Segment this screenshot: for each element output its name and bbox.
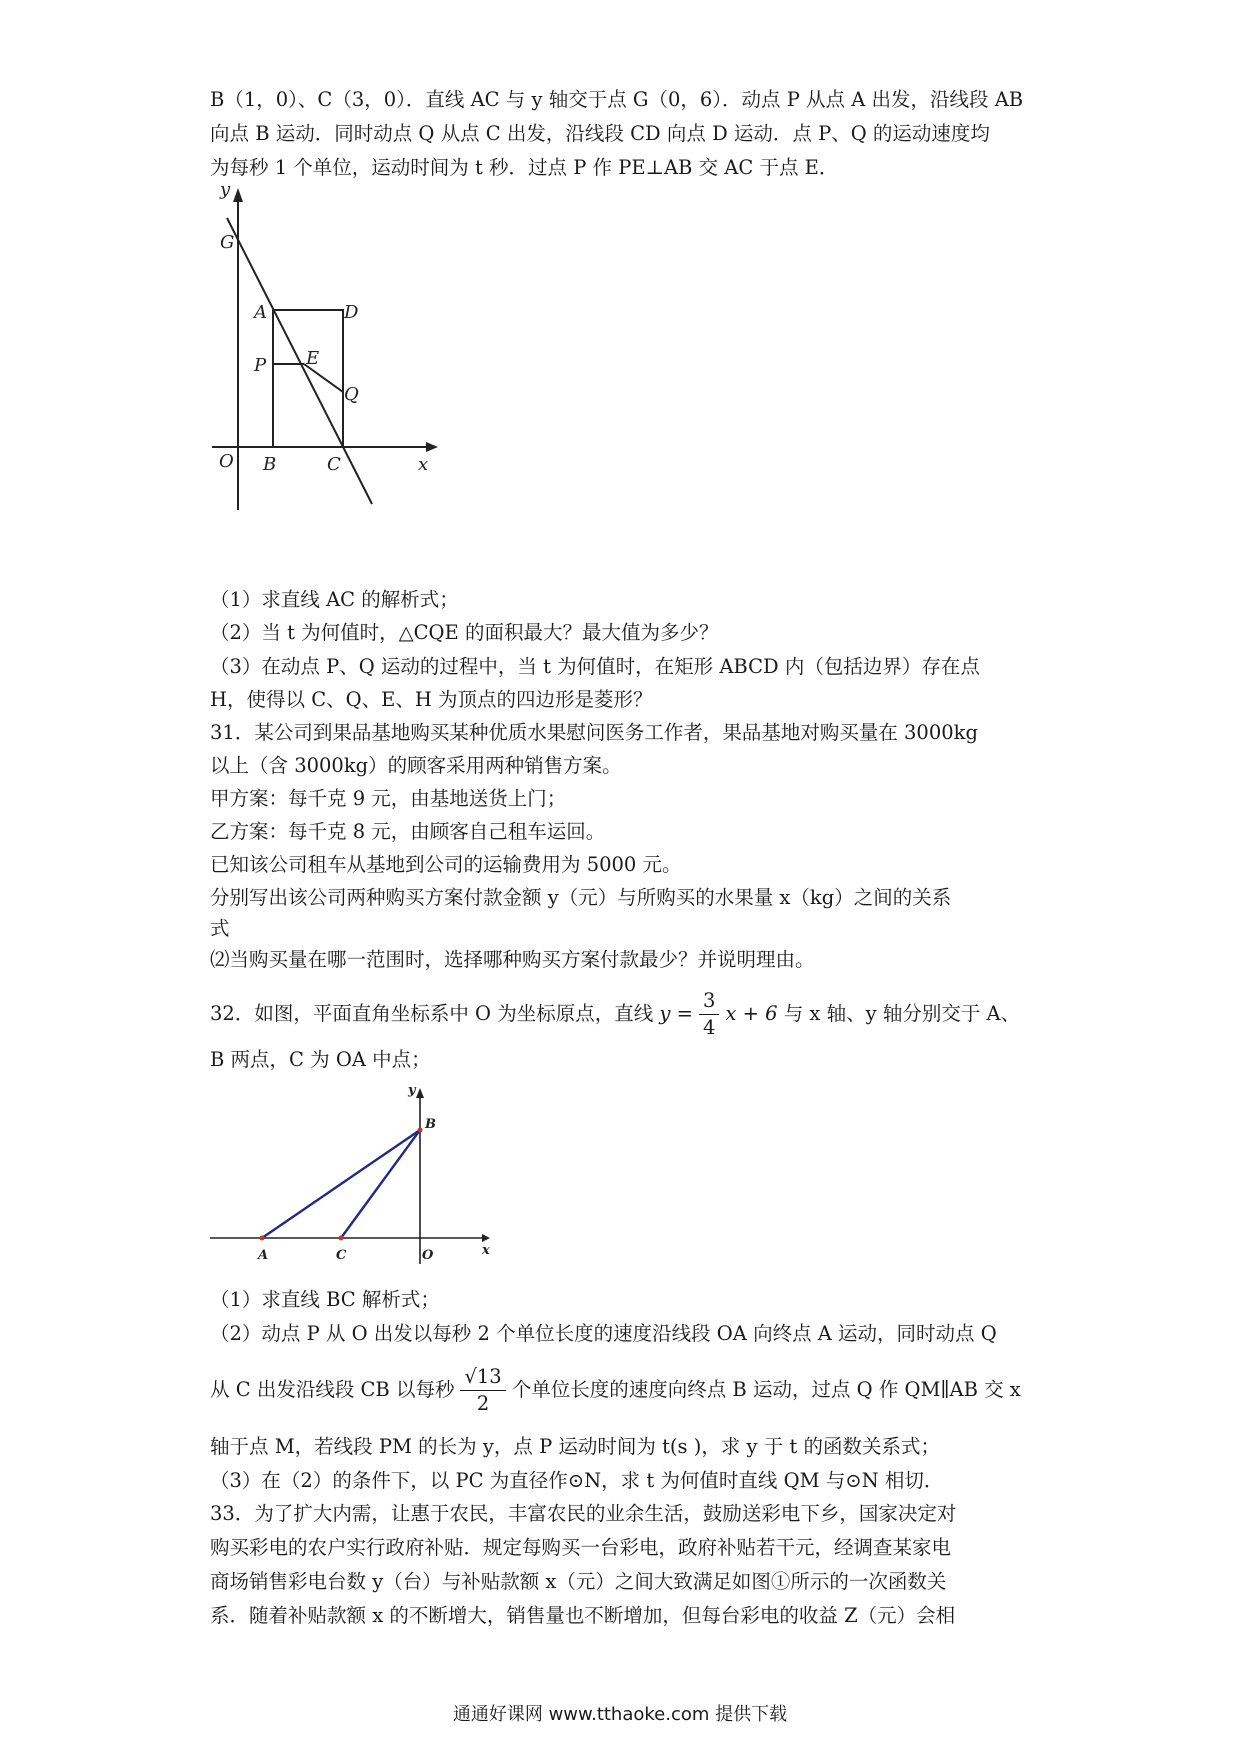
- q31-part2: ⑵当购买量在哪一范围时，选择哪种购买方案付款最少？并说明理由。: [210, 948, 815, 971]
- label-b: B: [425, 1117, 436, 1132]
- point-c: [339, 1236, 344, 1241]
- point-a: [260, 1236, 265, 1241]
- q32-line2: B 两点，C 为 OA 中点；: [210, 1048, 431, 1071]
- q33-line1: 33．为了扩大内需，让惠于农民，丰富农民的业余生活，鼓励送彩电下乡，国家决定对: [210, 1502, 957, 1525]
- q31-transport-cost: 已知该公司租车从基地到公司的运输费用为 5000 元。: [210, 853, 682, 876]
- problem30-text-line1: B（1，0）、C（3，0）．直线 AC 与 y 轴交于点 G（0，6）．动点 P 从点 A 出发，沿线段 AB: [210, 88, 1024, 111]
- q32-part2-line2-pre: 从 C 出发沿线段 CB 以每秒: [210, 1378, 455, 1401]
- label-p: P: [254, 355, 267, 376]
- label-b: B: [263, 454, 277, 475]
- line-ac: [227, 218, 372, 504]
- q32-eq-x: x + 6: [725, 1002, 778, 1025]
- q32-speed-numerator: √13: [460, 1364, 505, 1391]
- q32-line1: [210, 984, 1040, 1044]
- q32-speed-fraction: [460, 1364, 505, 1417]
- label-a: A: [258, 1248, 269, 1263]
- q32-eq-y: y =: [659, 1002, 693, 1025]
- q32-part2-line1: （2）动点 P 从 O 出发以每秒 2 个单位长度的速度沿线段 OA 向终点 A 运动，同时动点 Q: [210, 1322, 997, 1345]
- q33-line2: 购买彩电的农户实行政府补贴．规定每购买一台彩电，政府补贴若干元，经调查某家电: [210, 1536, 952, 1559]
- q32-part2-line3: 轴于点 M，若线段 PM 的长为 y，点 P 运动时间为 t(s )，求 y 于 t 的函数关系式；: [210, 1435, 940, 1458]
- q33-line3: 商场销售彩电台数 y（台）与补贴款额 x（元）之间大致满足如图①所示的一次函数关: [210, 1570, 947, 1593]
- label-y: y: [408, 1083, 416, 1098]
- q30-part3-line1: （3）在动点 P、Q 运动的过程中，当 t 为何值时，在矩形 ABCD 内（包括边界）存在点: [210, 655, 980, 678]
- label-a: A: [254, 302, 267, 323]
- q30-part2: （2）当 t 为何值时，△CQE 的面积最大？最大值为多少？: [210, 621, 719, 644]
- q30-part1: （1）求直线 AC 的解析式；: [210, 588, 459, 611]
- q32-fraction: [699, 988, 719, 1041]
- label-g: G: [220, 232, 235, 253]
- label-o: O: [219, 451, 234, 472]
- label-c: C: [327, 454, 341, 475]
- segment-cb: [341, 1130, 420, 1238]
- y-axis-arrow: [233, 188, 243, 202]
- y-axis-arrow: [416, 1088, 424, 1098]
- label-o: O: [422, 1248, 434, 1263]
- problem30-text-line2: 向点 B 运动．同时动点 Q 从点 C 出发，沿线段 CD 向点 D 运动．点 P、Q 的运动速度均: [210, 122, 990, 145]
- q32-fraction-numerator: 3: [699, 988, 719, 1015]
- q31-line2: 以上（含 3000kg）的顾客采用两种销售方案。: [210, 754, 622, 777]
- q31-part1-line2: 式: [210, 917, 230, 940]
- page-footer: 通通好课网 www.tthaoke.com 提供下载: [452, 1704, 788, 1725]
- figure-triangle-abc: [200, 1082, 500, 1272]
- label-x: x: [418, 454, 429, 475]
- q32-part2-line2: [210, 1357, 1040, 1423]
- label-y: y: [220, 180, 231, 200]
- q31-plan-a: 甲方案：每千克 9 元，由基地送货上门；: [210, 787, 567, 810]
- q31-line1: 31．某公司到果品基地购买某种优质水果慰问医务工作者，果品基地对购买量在 3000kg: [210, 721, 978, 744]
- problem30-text-line3: 为每秒 1 个单位，运动时间为 t 秒．过点 P 作 PE⊥AB 交 AC 于点 E．: [210, 156, 839, 179]
- x-axis-arrow: [426, 442, 438, 452]
- label-c: C: [336, 1248, 347, 1263]
- label-q: Q: [344, 384, 359, 405]
- q33-line4: 系．随着补贴款额 x 的不断增大，销售量也不断增加，但每台彩电的收益 Z（元）会相: [210, 1604, 956, 1627]
- segment-ab: [262, 1130, 420, 1238]
- point-b: [418, 1128, 423, 1133]
- q32-line1-post: 与 x 轴、y 轴分别交于 A、: [783, 1002, 1021, 1025]
- label-e: E: [306, 348, 320, 369]
- q31-plan-b: 乙方案：每千克 8 元，由顾客自己租车运回。: [210, 820, 606, 843]
- q32-line1-pre: 32．如图，平面直角坐标系中 O 为坐标原点，直线: [210, 1002, 654, 1025]
- q30-part3-line2: H，使得以 C、Q、E、H 为顶点的四边形是菱形？: [210, 688, 653, 711]
- label-d: D: [344, 302, 359, 323]
- q32-fraction-denominator: 4: [702, 1016, 716, 1039]
- q31-part1-line1: 分别写出该公司两种购买方案付款金额 y（元）与所购买的水果量 x（kg）之间的关系: [210, 886, 952, 909]
- q32-speed-denominator: 2: [476, 1392, 490, 1415]
- q32-part3: （3）在（2）的条件下，以 PC 为直径作⊙N，求 t 为何值时直线 QM 与⊙N 相切．: [210, 1469, 944, 1492]
- q32-part1: （1）求直线 BC 解析式；: [210, 1288, 440, 1311]
- label-x: x: [482, 1243, 490, 1258]
- x-axis-arrow: [482, 1234, 490, 1242]
- figure-rectangle-abcd: [200, 180, 500, 570]
- q32-part2-line2-post: 个单位长度的速度向终点 B 运动，过点 Q 作 QM∥AB 交 x: [511, 1378, 1021, 1401]
